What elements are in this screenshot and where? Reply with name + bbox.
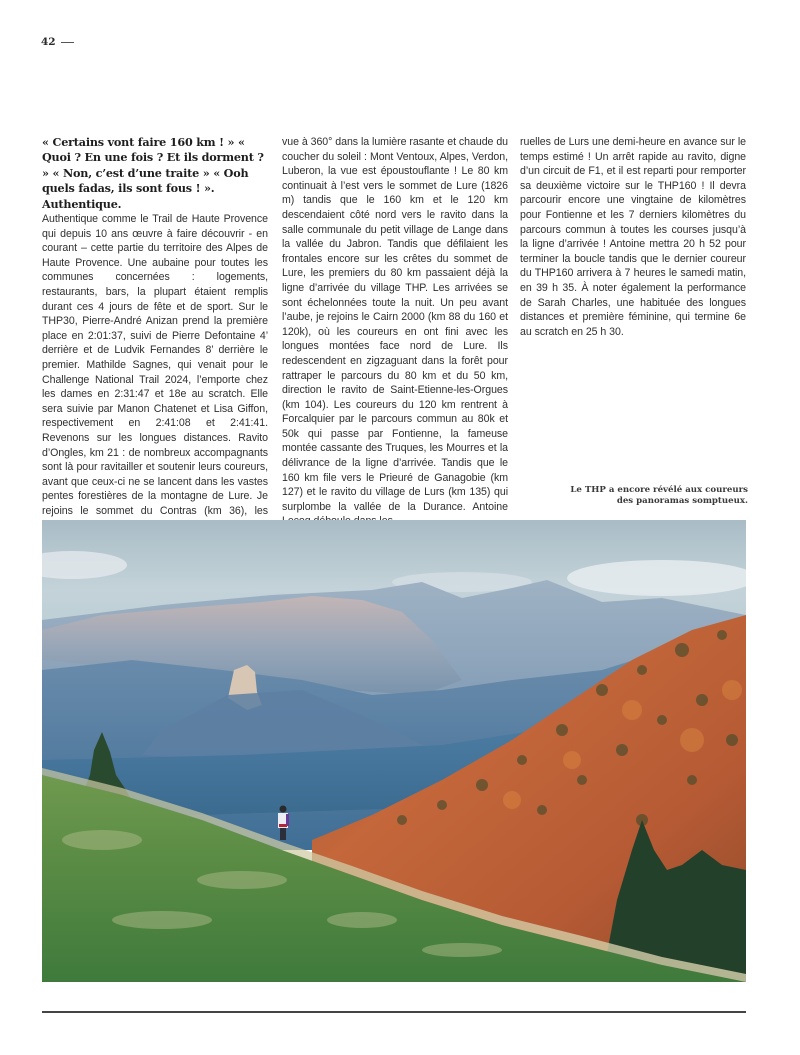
article-column-3 (520, 135, 746, 339)
column-1-text: Authentique comme le Trail de Haute Provence qui depuis 10 ans œuvre à faire découvrir - en courant – cette partie du territoire des Alpes de Haute Provence. Une aubaine pour toutes les communes concernées : logements, restaurants, bars, la plupart étaient remplis durant ces 4 jours de fête et de sport. Sur le THP30, Pierre-André Anizan prend la première place en 2:01:37, suivi de Pierre Defontaine 4’ derrière et de Ludvik Fernandes 8’ derrière le premier. Mathilde Sagnes, qui venait pour le Challenge National Trail 2024, l’emporte chez les dames en 2:31:47 et 18e au scratch. Elle sera suivie par Manon Chatenet et Lisa Giffon, respectivement en 2:41:08 et 2:41:41. Revenons sur les longues distances. Ravito d’Ongles, km 21 : de nombreux accompagnants sont là pour ravitailler et soutenir leurs coureurs, avant que ceux-ci ne se lancent dans les vastes pentes forestières de la montagne de Lure. Je rejoins le sommet du Contras (km 36), les (42, 213, 268, 517)
photo-illustration (42, 520, 746, 982)
column-3-text: ruelles de Lurs une demi-heure en avance sur le temps estimé ! Un arrêt rapide au ravito, digne d’un circuit de F1, et il est reparti pour remporter sa deuxième victoire sur le THP160 ! Il devra parcourir encore une vingtaine de kilomètres pour Fontienne et les 7 derniers kilomètres du parcours commun à toutes les courses jusqu’à la ligne d’arrivée ! Antoine mettra 20 h 52 pour terminer la boucle tandis que le dernier coureur du THP160 arrivera à 7 heures le samedi matin, en 39 h 35. À noter également la performance de Sarah Charles, une habituée des longues distances et première féminine, qui termine 6e au scratch en 25 h 30. (520, 136, 746, 338)
article-column-1 (42, 135, 268, 533)
caption-line-2: des panoramas somptueux. (616, 495, 748, 506)
landscape-photo (42, 520, 746, 982)
article-column-2 (282, 135, 508, 529)
folio-rule (61, 42, 74, 43)
page-number: 42 (41, 36, 56, 48)
column-2-text: vue à 360° dans la lumière rasante et chaude du coucher du soleil : Mont Ventoux, Alpes, Verdon, Luberon, la vue est époustouflante ! Le 80 km continuait à l’est vers le sommet de Lure (1826 m) tandis que le 160 km et le 120 km descendaient côté nord vers le ravito dans la salle communale du petit village de Lange dans la vallée du Jabron. Tandis que défilaient les frontales encore sur les crêtes du sommet de Lure, les premiers du 80 km passaient déjà la ligne d’arrivée du village THP. Les arrivées se sont échelonnées toute la nuit. Un peu avant l’aube, je rejoins le Cairn 2000 (km 88 du 160 et 120k), où les coureurs en ont fini avec les longues montées face nord de Lure. Ils redescendent en zigzaguant dans la forêt pour rattraper le parcours du 80 km et du 50 km, direction le ravito de Saint-Etienne-les-Orgues (km 104). Les coureurs du 120 km rentrent à Forcalquier par le parcours commun au 80k et 50k qui passe par Fontienne, la fameuse montée cassante des Truques, les Mourres et la délivrance de la ligne d’arrivée. Tandis que le 160 km file vers le Prieuré de Ganagobie (km 127) et le ravito du village de Lurs (km 135) qui surplombe la vallée de la Durance. Antoine (282, 136, 508, 513)
page-folio (41, 36, 74, 48)
bottom-rule (42, 1011, 746, 1013)
photo-caption (548, 485, 748, 506)
article-lead: « Certains vont faire 160 km ! » « Quoi ? En une fois ? Et ils dorment ? » « Non, c’est d’une traite » « Ooh quels fadas, ils sont fous ! ». Authentique. (42, 135, 264, 211)
caption-line-1: Le THP a encore révélé aux coureurs (570, 485, 748, 495)
